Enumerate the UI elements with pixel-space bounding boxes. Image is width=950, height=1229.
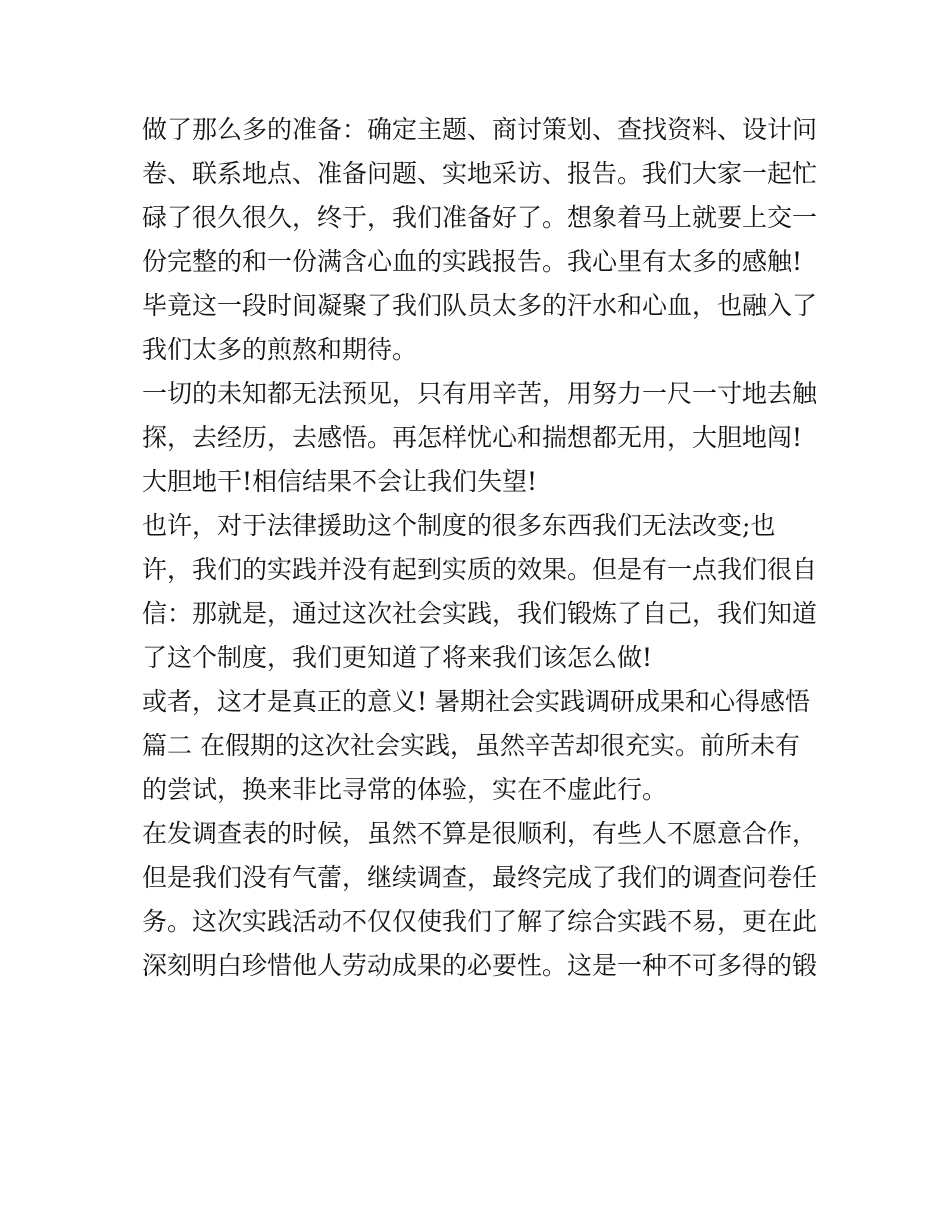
text-line: 信：那就是，通过这次社会实践，我们锻炼了自己，我们知道 [142, 599, 818, 628]
document-body [142, 108, 822, 988]
text-line: 或者，这才是真正的意义! 暑期社会实践调研成果和心得感悟 [142, 687, 810, 716]
text-line: 许，我们的实践并没有起到实质的效果。但是有一点我们很自 [142, 555, 818, 584]
text-line: 一切的未知都无法预见，只有用辛苦，用努力一尺一寸地去触 [142, 379, 818, 408]
text-line: 务。这次实践活动不仅仅使我们了解了综合实践不易，更在此 [142, 907, 818, 936]
text-line: 了这个制度，我们更知道了将来我们该怎么做! [142, 643, 653, 672]
text-line: 探，去经历，去感悟。再怎样忧心和揣想都无用，大胆地闯! [142, 423, 803, 452]
text-line: 份完整的和一份满含心血的实践报告。我心里有太多的感触! [142, 247, 803, 276]
text-line: 做了那么多的准备：确定主题、商讨策划、查找资料、设计问 [142, 115, 818, 144]
text-line: 卷、联系地点、准备问题、实地采访、报告。我们大家一起忙 [142, 159, 818, 188]
text-line: 大胆地干!相信结果不会让我们失望! [142, 467, 538, 496]
text-line: 篇二 在假期的这次社会实践，虽然辛苦却很充实。前所未有 [142, 731, 800, 760]
text-line: 的尝试，换来非比寻常的体验，实在不虚此行。 [142, 775, 668, 804]
text-line: 在发调查表的时候，虽然不算是很顺利，有些人不愿意合作， [142, 819, 818, 848]
text-line: 深刻明白珍惜他人劳动成果的必要性。这是一种不可多得的锻 [142, 951, 818, 980]
text-line: 我们太多的煎熬和期待。 [142, 335, 418, 364]
text-line: 也许，对于法律援助这个制度的很多东西我们无法改变;也 [142, 511, 776, 540]
text-line: 毕竟这一段时间凝聚了我们队员太多的汗水和心血，也融入了 [142, 291, 818, 320]
text-line: 碌了很久很久，终于，我们准备好了。想象着马上就要上交一 [142, 203, 818, 232]
text-line: 但是我们没有气蕾，继续调查，最终完成了我们的调查问卷任 [142, 863, 818, 892]
